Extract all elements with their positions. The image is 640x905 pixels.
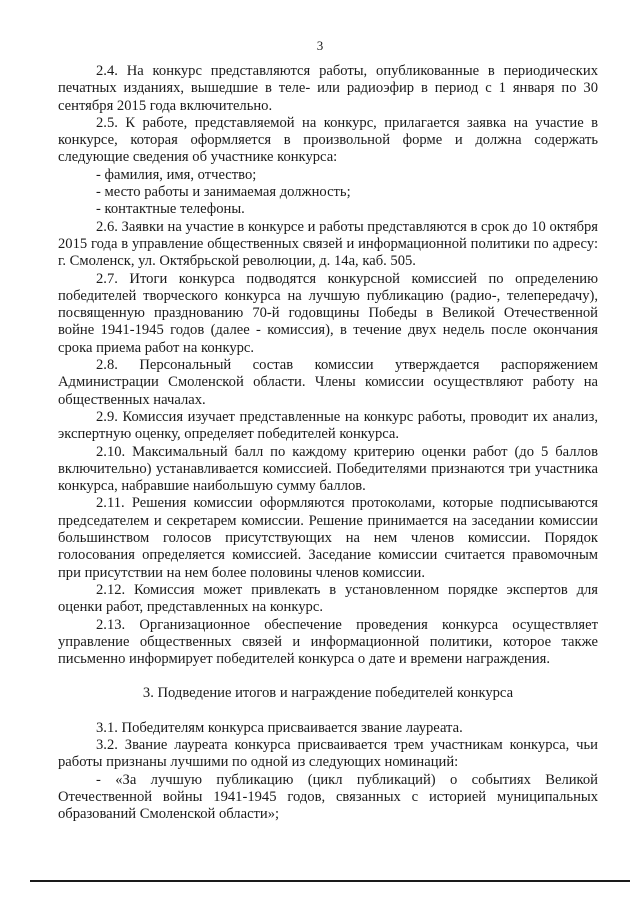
paragraph-2-5: 2.5. К работе, представляемой на конкурс, прилагается заявка на участие в конкурсе, которая оформляется в произвольной форме и должна содержать следующие сведения об участнике конкурса:	[58, 114, 598, 166]
list-item-workplace: - место работы и занимаемая должность;	[96, 184, 351, 201]
paragraph-3-1: 3.1. Победителям конкурса присваивается звание лауреата.	[96, 719, 463, 736]
list-item-name: - фамилия, имя, отчество;	[96, 166, 257, 183]
page-number: 3	[316, 38, 324, 53]
section-3-heading: 3. Подведение итогов и награждение победителей конкурса	[142, 685, 514, 702]
nomination-item: - «За лучшую публикацию (цикл публикаций) о событиях Великой Отечественной войны 1941-1945 годов, связанных с историей муниципальных образований Смоленской области»;	[58, 771, 598, 823]
paragraph-2-11: 2.11. Решения комиссии оформляются протоколами, которые подписываются председателем и секретарем комиссии. Решение принимается на заседании комиссии большинством голосов присутствующих на нем членов комиссии. Порядок голосования определяется комиссией. Заседание комиссии считается правомочным при присутствии на нем более половины членов комиссии.	[58, 495, 598, 581]
paragraph-2-8: 2.8. Персональный состав комиссии утверждается распоряжением Администрации Смоленской области. Члены комиссии осуществляют работу на общественных началах.	[58, 357, 598, 408]
paragraph-2-9: 2.9. Комиссия изучает представленные на конкурс работы, проводит их анализ, экспертную оценку, определяет победителей конкурса.	[58, 408, 598, 443]
paragraph-3-2: 3.2. Звание лауреата конкурса присваивается трем участникам конкурса, чьи работы признаны лучшими по одной из следующих номинаций:	[58, 736, 598, 771]
paragraph-2-4: 2.4. На конкурс представляются работы, опубликованные в периодических печатных изданиях, вышедшие в теле- или радиоэфир в период с 1 января по 30 сентября 2015 года включительно.	[58, 63, 598, 114]
list-item-phones: - контактные телефоны.	[96, 201, 245, 218]
document-body	[58, 63, 598, 823]
paragraph-2-10: 2.10. Максимальный балл по каждому критерию оценки работ (до 5 баллов включительно) устанавливается комиссией. Победителями признаются три участника конкурса, набравшие наибольшую сумму баллов.	[58, 443, 598, 495]
bottom-divider	[30, 880, 630, 882]
paragraph-2-12: 2.12. Комиссия может привлекать в установленном порядке экспертов для оценки работ, представленных на конкурс.	[58, 581, 598, 616]
paragraph-2-6: 2.6. Заявки на участие в конкурсе и работы представляются в срок до 10 октября 2015 года в управление общественных связей и информационной политики по адресу: г. Смоленск, ул. Октябрьской революции, д. 14а, каб. 505.	[58, 218, 598, 270]
paragraph-2-7: 2.7. Итоги конкурса подводятся конкурсной комиссией по определению победителей творческого конкурса на лучшую публикацию (радио-, телепередачу), посвященную празднованию 70-й годовщины Победы в Великой Отечественной войне 1941-1945 годов (далее - комиссия), в течение двух недель после окончания срока приема работ на конкурс.	[58, 270, 598, 356]
paragraph-2-13: 2.13. Организационное обеспечение проведения конкурса осуществляет управление общественных связей и информационной политики, которое также письменно информирует победителей конкурса о дате и времени награждения.	[58, 616, 598, 668]
